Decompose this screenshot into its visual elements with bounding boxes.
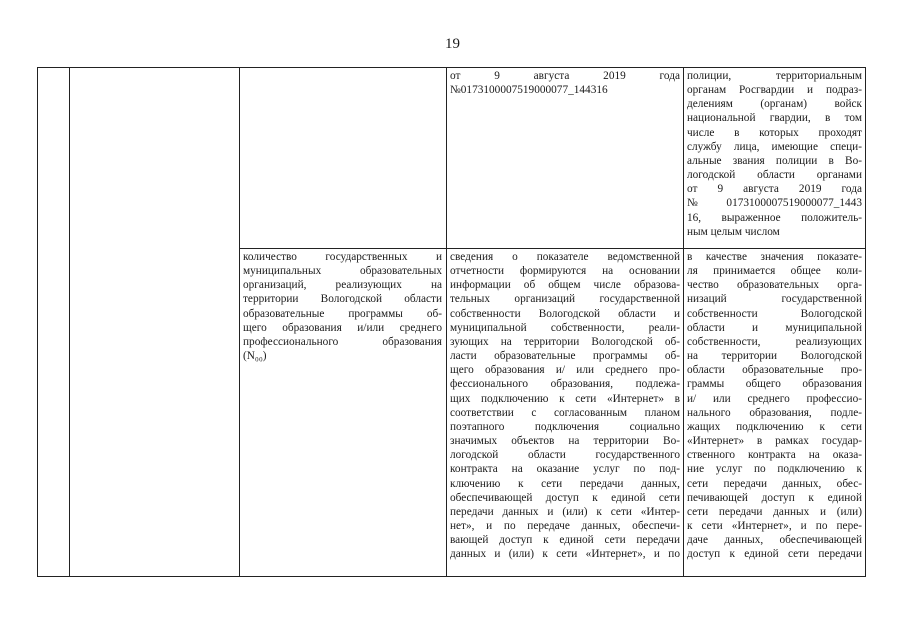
text-line: альные звания полиции в Во- xyxy=(687,154,862,167)
text-line: от 9 августа 2019 года xyxy=(687,183,862,196)
text-line: печивающей доступ к единой xyxy=(687,491,862,504)
row2-method-cell xyxy=(450,250,680,561)
text-line: нального образования, подле- xyxy=(687,406,862,419)
text-line: делениям (органам) войск xyxy=(687,98,862,111)
text-line: национальной гвардии, в том xyxy=(687,112,862,125)
text-line: сети передачи данных, обес- xyxy=(687,477,862,490)
text-line: службу лица, имеющие специ- xyxy=(687,140,862,153)
text-line: муниципальной собственности, реали- xyxy=(450,321,680,334)
text-line: логодской области государственного xyxy=(450,449,680,462)
text-line: данных и (или) к сети «Интернет», и по xyxy=(450,548,680,561)
page-number: 19 xyxy=(445,36,460,52)
text-line: щего образования и/ или среднего про- xyxy=(450,364,680,377)
column-divider-3 xyxy=(446,67,447,577)
text-line: ным целым числом xyxy=(687,225,780,238)
text-line: «Интернет» в рамках государ- xyxy=(687,435,862,448)
text-line: №0173100007519000077_1443 xyxy=(687,197,862,210)
text-line: информации об общем числе образова- xyxy=(450,279,680,292)
text-line: собственности Вологодской области и xyxy=(450,307,680,320)
document-table xyxy=(37,67,866,577)
text-line: №0173100007519000077_144316 xyxy=(450,84,608,97)
text-line: 16, выраженное положитель- xyxy=(687,211,862,224)
column-divider-2 xyxy=(239,67,240,577)
text-line: значимых объектов на территории Во- xyxy=(450,435,680,448)
text-line: фессионального образования, подлежа- xyxy=(450,378,680,391)
text-line: от 9 августа 2019 года xyxy=(450,70,680,82)
column-divider-1 xyxy=(69,67,70,577)
text-line: образовательные программы об- xyxy=(243,307,442,320)
text-line: (N₀₀) xyxy=(243,350,267,363)
table-bottom-border xyxy=(37,576,866,577)
text-line: ственного контракта на оказа- xyxy=(687,449,862,462)
text-line: области и муниципальной xyxy=(687,321,862,334)
text-line: числе в которых проходят xyxy=(687,126,862,139)
text-line: в качестве значения показате- xyxy=(687,251,862,263)
text-line: полиции, территориальным xyxy=(687,70,862,82)
text-line: поэтапного подключения социально xyxy=(450,420,680,433)
text-line: вающей доступ к единой сети передачи xyxy=(450,534,680,547)
text-line: ласти образовательные программы об- xyxy=(450,350,680,363)
text-line: даче данных, обеспечивающей xyxy=(687,534,862,547)
text-line: зующих на территории Вологодской об- xyxy=(450,335,680,348)
text-line: тельных организаций государственной xyxy=(450,293,680,306)
text-line: граммы общего образования xyxy=(687,378,862,391)
text-line: отчетности формируются на основании xyxy=(450,265,680,278)
text-line: муниципальных образовательных xyxy=(243,265,442,278)
text-line: территории Вологодской области xyxy=(243,293,442,306)
row1-value-cell xyxy=(687,69,862,239)
table-left-border xyxy=(37,67,38,577)
row2-value-cell xyxy=(687,250,862,561)
text-line: профессионального образования xyxy=(243,335,442,348)
text-line: доступ к единой сети передачи xyxy=(687,548,862,561)
column-divider-4 xyxy=(683,67,684,577)
text-line: и/ или среднего профессио- xyxy=(687,392,862,405)
text-line: органам Росгвардии и подраз- xyxy=(687,84,862,97)
text-line: собственности, реализующих xyxy=(687,335,862,348)
text-line: количество государственных и xyxy=(243,251,442,263)
table-right-border xyxy=(865,67,866,577)
text-line: собственности Вологодской xyxy=(687,307,862,320)
text-line: ние услуг по подключению к xyxy=(687,463,862,476)
row1-method-cell xyxy=(450,69,680,97)
text-line: нет», и по передаче данных, обеспечи- xyxy=(450,519,680,532)
text-line: обеспечивающей доступ к единой сети xyxy=(450,491,680,504)
text-line: соответствии с согласованным планом xyxy=(450,406,680,419)
text-line: области образовательные про- xyxy=(687,364,862,377)
text-line: к сети «Интернет», и по пере- xyxy=(687,519,862,532)
text-line: щих подключению к сети «Интернет» в xyxy=(450,392,680,405)
text-line: на территории Вологодской xyxy=(687,350,862,363)
text-line: передачи данных и (или) к сети «Интер- xyxy=(450,505,680,518)
text-line: жащих подключению к сети xyxy=(687,420,862,433)
row2-indicator-cell xyxy=(243,250,442,363)
text-line: контракта на оказание услуг по под- xyxy=(450,463,680,476)
text-line: ля принимается общее коли- xyxy=(687,265,862,278)
text-line: сведения о показателе ведомственной xyxy=(450,251,680,263)
text-line: низаций государственной xyxy=(687,293,862,306)
text-line: сети передачи данных и (или) xyxy=(687,505,862,518)
row-divider xyxy=(239,248,866,249)
text-line: щего образования и/или среднего xyxy=(243,321,442,334)
text-line: чество образовательных орга- xyxy=(687,279,862,292)
text-line: организаций, реализующих на xyxy=(243,279,442,292)
text-line: логодской области органами xyxy=(687,169,862,182)
text-line: ключению к сети передачи данных, xyxy=(450,477,680,490)
table-top-border xyxy=(37,67,866,68)
